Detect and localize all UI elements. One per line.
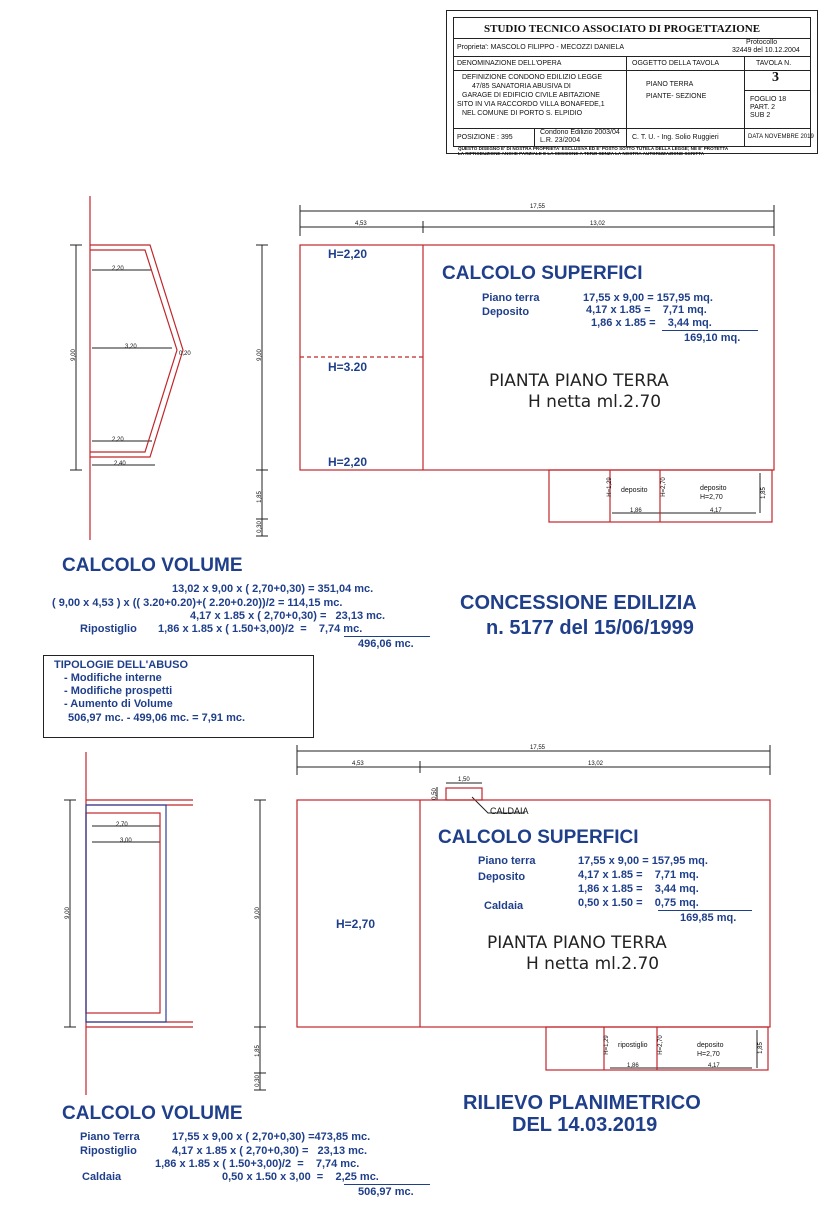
oggetto-header: OGGETTO DELLA TAVOLA bbox=[632, 60, 720, 67]
tipologie-item-0: - Modifiche interne bbox=[64, 672, 162, 684]
plan-1-deposito-small: deposito bbox=[621, 487, 648, 494]
vol-1-total-rule bbox=[344, 636, 430, 637]
plan-2-caldaia-label: CALDAIA bbox=[490, 806, 529, 816]
plan-1-dep-h-mid: H=2,70 bbox=[660, 477, 667, 497]
tipologie-title: TIPOLOGIE DELL'ABUSO bbox=[54, 659, 189, 671]
plan-1-dep-dim-side: 1,85 bbox=[760, 487, 767, 499]
oggetto-line-1: PIANO TERRA bbox=[646, 81, 694, 88]
sup-2-label-1: Deposito bbox=[478, 871, 526, 883]
plan-1-deposito-h: H=2,70 bbox=[700, 494, 723, 501]
data: DATA NOVEMBRE 2019 bbox=[748, 134, 814, 140]
sup-1-expr-2: 1,86 x 1.85 = 3,44 mq. bbox=[591, 317, 712, 329]
sup-2-expr-1: 4,17 x 1.85 = 7,71 mq. bbox=[578, 869, 699, 881]
sup-2-label-0: Piano terra bbox=[478, 855, 536, 867]
denom-line-1: DEFINIZIONE CONDONO EDILIZIO LEGGE bbox=[462, 74, 603, 81]
plan-2-dim-left: 4,53 bbox=[352, 761, 364, 767]
sup-2-expr-0: 17,55 x 9,00 = 157,95 mq. bbox=[578, 855, 708, 867]
plan-1-dim-total: 17,55 bbox=[530, 204, 546, 210]
sup-2-total-rule bbox=[658, 910, 752, 911]
denom-line-5: NEL COMUNE DI PORTO S. ELPIDIO bbox=[462, 110, 583, 117]
ctu: C. T. U. - Ing. Solio Ruggieri bbox=[632, 134, 719, 141]
section-1-bot2: 2,40 bbox=[114, 461, 126, 467]
condono: Condono Edilizio 2003/04 bbox=[540, 129, 620, 136]
concessione-line-2: n. 5177 del 15/06/1999 bbox=[486, 617, 694, 639]
plan-2-h-main: H=2,70 bbox=[336, 917, 376, 931]
sup-1-total: 169,10 mq. bbox=[684, 332, 741, 344]
studio-name: STUDIO TECNICO ASSOCIATO DI PROGETTAZIONE bbox=[484, 23, 761, 35]
section-1-bot: 2,20 bbox=[112, 437, 124, 443]
rilievo-line-2: DEL 14.03.2019 bbox=[512, 1114, 658, 1136]
vol-2-total-rule bbox=[344, 1184, 430, 1185]
plan-2-caldaia bbox=[446, 788, 482, 800]
plan-1-dim-right: 13,02 bbox=[590, 221, 606, 227]
vol-2-label-1: Ripostiglio bbox=[80, 1145, 137, 1157]
concessione-line-1: CONCESSIONE EDILIZIA bbox=[460, 592, 697, 614]
vol-1-ripostiglio-label: Ripostiglio bbox=[80, 623, 137, 635]
section-1-profile bbox=[90, 245, 183, 457]
owner-label: Proprieta': MASCOLO FILIPPO - MECOZZI DANIELA bbox=[457, 44, 625, 51]
calcolo-superfici-2: CALCOLO SUPERFICI bbox=[438, 827, 639, 848]
plan-2-deposito: deposito bbox=[697, 1042, 724, 1049]
plan-2-ripostiglio: ripostiglio bbox=[618, 1042, 648, 1049]
pianta-sub-2: H netta ml.2.70 bbox=[526, 954, 660, 974]
section-2-a: 2,70 bbox=[116, 822, 128, 828]
vol-2-expr-0: 17,55 x 9,00 x ( 2,70+0,30) =473,85 mc. bbox=[172, 1131, 371, 1143]
section-1-top: 2,20 bbox=[112, 266, 124, 272]
plan-2-deposito-h: H=2,70 bbox=[697, 1051, 720, 1058]
section-2-b: 3,00 bbox=[120, 838, 132, 844]
foglio: FOGLIO 18 bbox=[750, 96, 787, 103]
sup-1-label-0: Piano terra bbox=[482, 292, 540, 304]
tavola-header: TAVOLA N. bbox=[756, 60, 792, 67]
plan-2-dim-total: 17,55 bbox=[530, 745, 546, 751]
vol-1-row-0: 13,02 x 9,00 x ( 2,70+0,30) = 351,04 mc. bbox=[172, 583, 374, 595]
plan-1-h-mid: H=3.20 bbox=[328, 360, 368, 374]
calcolo-volume-2: CALCOLO VOLUME bbox=[62, 1103, 243, 1124]
legge: L.R. 23/2004 bbox=[540, 137, 581, 144]
vol-1-row-2: 4,17 x 1.85 x ( 2,70+0,30) = 23,13 mc. bbox=[190, 610, 386, 622]
plan-2-caldaia-dim: 1,50 bbox=[458, 777, 470, 783]
vol-2-label-3: Caldaia bbox=[82, 1171, 122, 1183]
pianta-title-2: PIANTA PIANO TERRA bbox=[487, 933, 667, 953]
pianta-title-1: PIANTA PIANO TERRA bbox=[489, 371, 669, 391]
tavola-number: 3 bbox=[772, 70, 779, 85]
rilievo-line-1: RILIEVO PLANIMETRICO bbox=[463, 1092, 701, 1114]
footer-2: LA RIPRODUZIONE ANCHE PARZIALE E LA CESSIONE A TERZI SENZA LA NOSTRA AUTORIZZAZIONE SCRITTA bbox=[458, 151, 705, 156]
tipologie-item-1: - Modifiche prospetti bbox=[64, 685, 173, 697]
vol-2-expr-1: 4,17 x 1.85 x ( 2,70+0,30) = 23,13 mc. bbox=[172, 1145, 368, 1157]
plan-1-vert-small: 0,30 bbox=[256, 521, 263, 533]
calcolo-volume-1: CALCOLO VOLUME bbox=[62, 555, 243, 576]
sup-2-expr-3: 0,50 x 1.50 = 0,75 mq. bbox=[578, 897, 699, 909]
plan-1-deposito: deposito bbox=[700, 485, 727, 492]
vol-1-total: 496,06 mc. bbox=[358, 638, 414, 650]
protocol-value: 32449 del 10.12.2004 bbox=[732, 47, 800, 54]
plan-2-dep-dim-left: 1,86 bbox=[627, 1063, 639, 1069]
section-1-mid: 3,20 bbox=[125, 344, 137, 350]
footer-1: QUESTO DISEGNO E' DI NOSTRA PROPRIETA' ESCLUSIVA ED E' POSTO SOTTO TUTELA DELLA LEGGE; NE E' PROTETTA bbox=[458, 146, 729, 151]
plan-2-vert-dep: 1,85 bbox=[254, 1045, 261, 1057]
denom-line-3: GARAGE DI EDIFICIO CIVILE ABITAZIONE bbox=[462, 92, 600, 99]
posizione: POSIZIONE : 395 bbox=[457, 134, 513, 141]
pianta-sub-1: H netta ml.2.70 bbox=[528, 392, 662, 412]
calcolo-superfici-1: CALCOLO SUPERFICI bbox=[442, 263, 643, 284]
plan-2-vert-main: 9,00 bbox=[254, 907, 261, 919]
vol-2-expr-2: 1,86 x 1.85 x ( 1.50+3,00)/2 = 7,74 mc. bbox=[155, 1158, 360, 1170]
plan-2-caldaia-side: 0,50 bbox=[431, 788, 438, 800]
plan-1-vert-dep: 1,85 bbox=[256, 491, 263, 503]
denom-line-2: 47/85 SANATORIA ABUSIVA DI bbox=[472, 83, 571, 90]
plan-2-vert-small: 0,30 bbox=[254, 1075, 261, 1087]
vol-1-ripostiglio-expr: 1,86 x 1.85 x ( 1.50+3,00)/2 = 7,74 mc. bbox=[158, 623, 363, 635]
part: PART. 2 bbox=[750, 104, 776, 111]
sup-2-expr-2: 1,86 x 1.85 = 3,44 mq. bbox=[578, 883, 699, 895]
tipologie-calc: 506,97 mc. - 499,06 mc. = 7,91 mc. bbox=[68, 712, 246, 724]
vol-2-total: 506,97 mc. bbox=[358, 1186, 414, 1198]
denominazione-header: DENOMINAZIONE DELL'OPERA bbox=[457, 60, 562, 67]
vol-2-expr-3: 0,50 x 1.50 x 3,00 = 2,25 mc. bbox=[222, 1171, 379, 1183]
plan-2-dim-right: 13,02 bbox=[588, 761, 604, 767]
sup-2-total: 169,85 mq. bbox=[680, 912, 737, 924]
sup-2-label-3: Caldaia bbox=[484, 900, 524, 912]
section-1-vert: 9,00 bbox=[70, 349, 77, 361]
section-1-mid-right: 0,20 bbox=[179, 351, 191, 357]
plan-2-dep-dim-side: 1,85 bbox=[757, 1042, 764, 1054]
plan-2-dep-dim-right: 4,17 bbox=[708, 1063, 720, 1069]
tipologie-item-2: - Aumento di Volume bbox=[64, 698, 173, 710]
plan-1-vert-main: 9,00 bbox=[256, 349, 263, 361]
plan-1-h-bot: H=2,20 bbox=[328, 455, 368, 469]
sub: SUB 2 bbox=[750, 112, 771, 119]
plan-1-dep-dim-left: 1,86 bbox=[630, 508, 642, 514]
protocol-label: Protocollo bbox=[746, 39, 778, 46]
oggetto-line-2: PIANTE- SEZIONE bbox=[646, 93, 707, 100]
plan-2-dep-h-mid: H=2,70 bbox=[657, 1035, 664, 1055]
denom-line-4: SITO IN VIA RACCORDO VILLA BONAFEDE,1 bbox=[457, 101, 605, 108]
sup-1-expr-0: 17,55 x 9,00 = 157,95 mq. bbox=[583, 292, 713, 304]
tipologie-box bbox=[43, 655, 314, 738]
vol-1-row-1: ( 9,00 x 4,53 ) x (( 3.20+0.20)+( 2.20+0.20))/2 = 114,15 mc. bbox=[52, 597, 343, 609]
sup-1-expr-1: 4,17 x 1.85 = 7,71 mq. bbox=[586, 304, 707, 316]
plan-1-dep-h-left: H=1,29 bbox=[606, 477, 613, 497]
plan-1-dim-left: 4,53 bbox=[355, 221, 367, 227]
section-2-vert: 9,00 bbox=[64, 907, 71, 919]
plan-2-dep-h-left: H=1,29 bbox=[603, 1035, 610, 1055]
sup-1-label-1: Deposito bbox=[482, 306, 530, 318]
vol-2-label-0: Piano Terra bbox=[80, 1131, 140, 1143]
plan-1-h-top: H=2,20 bbox=[328, 247, 368, 261]
plan-1-dep-dim-right: 4,17 bbox=[710, 508, 722, 514]
sup-1-total-rule bbox=[662, 330, 758, 331]
